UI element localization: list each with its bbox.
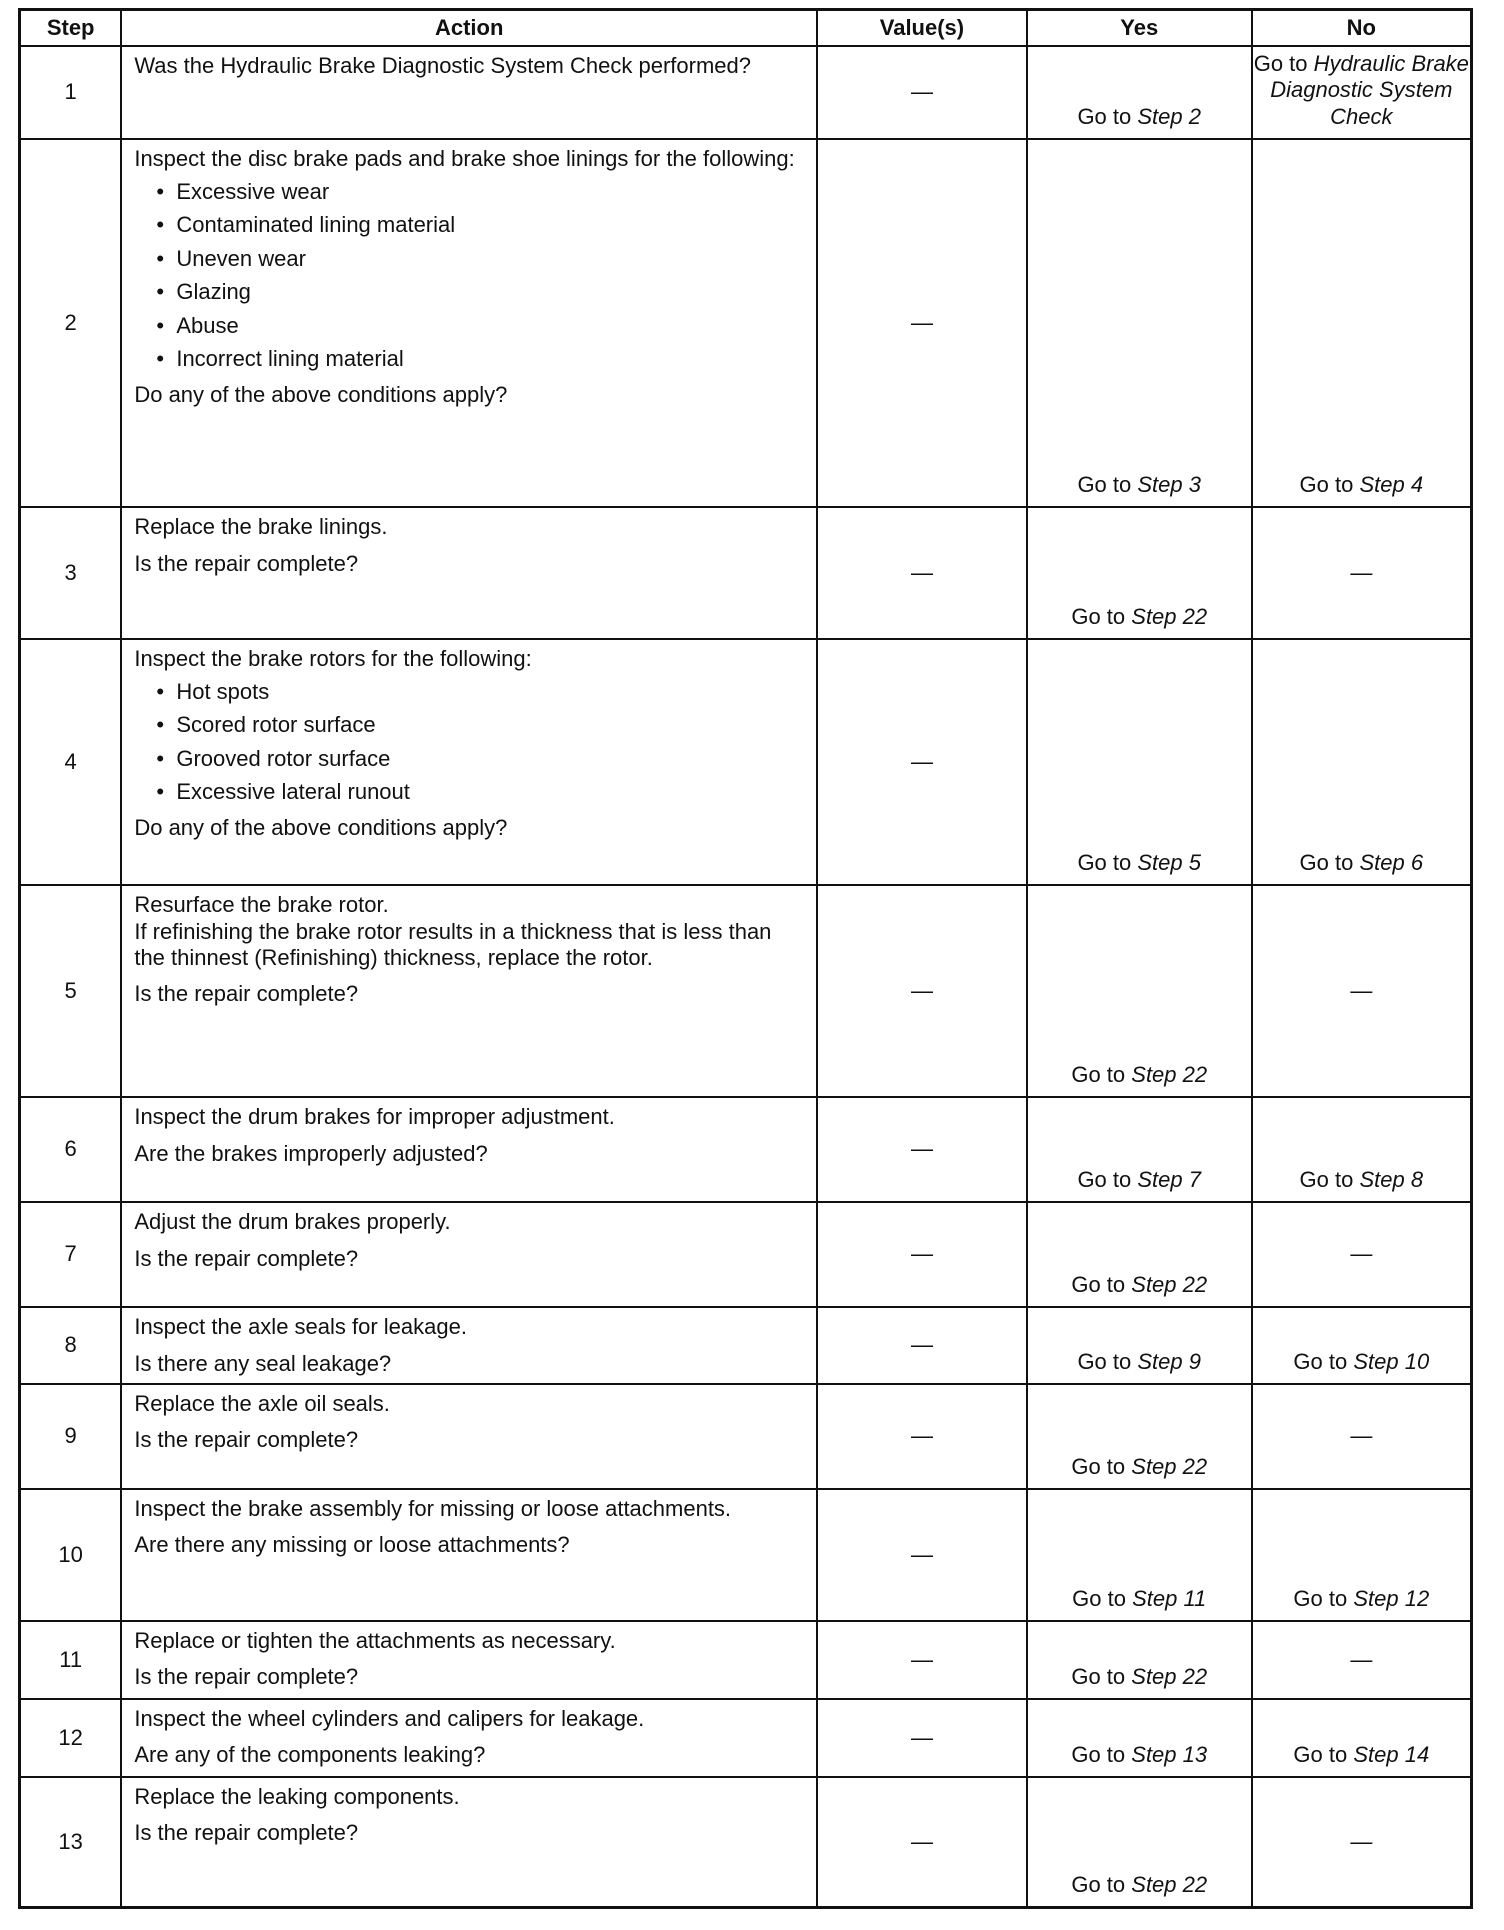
action-cell	[121, 1777, 817, 1908]
condition-item: • Glazing	[156, 275, 804, 309]
condition-item: • Incorrect lining material	[156, 342, 804, 376]
action-text: Inspect the brake rotors for the following:	[134, 646, 532, 672]
goto-prefix: Go to	[1077, 103, 1132, 129]
no-cell: —	[1252, 1384, 1472, 1489]
yes-cell[interactable]	[1027, 1621, 1252, 1699]
action-text: Inspect the wheel cylinders and calipers for leakage.	[134, 1705, 645, 1731]
table-row	[20, 1777, 1472, 1908]
action-text: If refinishing the brake rotor results in a thickness that is less than the thinnest (Refinishing) thickness, replace the rotor.	[134, 918, 772, 970]
goto-target[interactable]: Step 6	[1359, 849, 1424, 875]
goto-target[interactable]: Step 14	[1353, 1741, 1430, 1767]
action-text: Inspect the brake assembly for missing or loose attachments.	[134, 1495, 732, 1521]
yes-cell[interactable]	[1027, 1489, 1252, 1621]
goto-target[interactable]: Step 22	[1131, 1271, 1208, 1297]
table-row	[20, 1097, 1472, 1202]
action-question: Is the repair complete?	[134, 1245, 359, 1271]
step-number: 6	[20, 1097, 122, 1202]
no-cell: —	[1252, 507, 1472, 639]
header-values: Value(s)	[817, 10, 1027, 47]
step-number: 12	[20, 1699, 122, 1777]
goto-prefix: Go to	[1071, 1741, 1126, 1767]
no-cell: —	[1252, 1777, 1472, 1908]
goto-target[interactable]: Step 11	[1132, 1585, 1207, 1611]
step-number: 2	[20, 139, 122, 507]
action-text: Replace the leaking components.	[134, 1783, 460, 1809]
value-cell: —	[817, 1621, 1027, 1699]
table-row	[20, 639, 1472, 885]
table-row	[20, 1307, 1472, 1384]
action-text: Replace the axle oil seals.	[134, 1390, 390, 1416]
goto-target[interactable]: Step 9	[1137, 1348, 1201, 1374]
step-number: 1	[20, 46, 122, 139]
table-body	[20, 46, 1472, 1908]
action-cell	[121, 46, 817, 139]
goto-target[interactable]: Step 22	[1131, 1061, 1208, 1087]
action-question: Is the repair complete?	[134, 1427, 359, 1453]
goto-target[interactable]: Step 22	[1131, 1453, 1208, 1479]
action-text: Inspect the disc brake pads and brake shoe linings for the following:	[134, 146, 795, 172]
table-row	[20, 1489, 1472, 1621]
action-text: Inspect the axle seals for leakage.	[134, 1314, 467, 1340]
yes-cell[interactable]	[1027, 639, 1252, 885]
action-cell	[121, 885, 817, 1097]
goto-prefix: Go to	[1071, 1453, 1126, 1479]
no-cell[interactable]	[1252, 1489, 1472, 1621]
table-row	[20, 1699, 1472, 1777]
goto-prefix: Go to	[1299, 1166, 1354, 1192]
goto-prefix: Go to	[1299, 849, 1354, 875]
step-number: 9	[20, 1384, 122, 1489]
action-text: Was the Hydraulic Brake Diagnostic System Check performed?	[134, 53, 751, 78]
action-text: Replace or tighten the attachments as necessary.	[134, 1627, 616, 1653]
table-row	[20, 885, 1472, 1097]
action-question: Are any of the components leaking?	[134, 1742, 486, 1768]
header-no: No	[1252, 10, 1472, 47]
table-row	[20, 1202, 1472, 1307]
step-number: 4	[20, 639, 122, 885]
no-cell: —	[1252, 1202, 1472, 1307]
value-cell: —	[817, 1097, 1027, 1202]
no-cell[interactable]	[1252, 639, 1472, 885]
step-number: 10	[20, 1489, 122, 1621]
step-number: 13	[20, 1777, 122, 1908]
value-cell: —	[817, 1307, 1027, 1384]
goto-target[interactable]: Step 2	[1137, 103, 1201, 129]
action-cell	[121, 139, 817, 507]
goto-prefix: Go to	[1077, 849, 1132, 875]
condition-item: • Scored rotor surface	[156, 708, 804, 742]
yes-cell[interactable]	[1027, 46, 1252, 139]
action-cell	[121, 1097, 817, 1202]
yes-cell[interactable]	[1027, 1202, 1252, 1307]
condition-item: • Excessive wear	[156, 175, 804, 209]
goto-target[interactable]: Step 4	[1359, 471, 1424, 497]
header-step: Step	[20, 10, 122, 47]
action-question: Is there any seal leakage?	[134, 1350, 392, 1376]
condition-item: • Uneven wear	[156, 242, 804, 276]
action-text: Resurface the brake rotor.	[134, 892, 389, 918]
yes-cell[interactable]	[1027, 507, 1252, 639]
goto-target[interactable]: Step 3	[1137, 471, 1201, 497]
action-question: Are there any missing or loose attachments?	[134, 1532, 570, 1558]
no-cell[interactable]	[1252, 46, 1472, 139]
table-row	[20, 1384, 1472, 1489]
table-row	[20, 139, 1472, 507]
goto-target[interactable]: Step 5	[1137, 849, 1201, 875]
yes-cell[interactable]	[1027, 1307, 1252, 1384]
header-action: Action	[121, 10, 817, 47]
action-cell	[121, 1489, 817, 1621]
yes-cell[interactable]	[1027, 1777, 1252, 1908]
no-cell[interactable]	[1252, 1307, 1472, 1384]
value-cell: —	[817, 1699, 1027, 1777]
action-text: Inspect the drum brakes for improper adjustment.	[134, 1104, 615, 1130]
goto-prefix: Go to	[1077, 471, 1132, 497]
value-cell: —	[817, 885, 1027, 1097]
goto-target[interactable]: Step 7	[1137, 1166, 1201, 1192]
goto-target[interactable]: Step 22	[1131, 1872, 1208, 1898]
yes-cell[interactable]	[1027, 139, 1252, 507]
action-question: Is the repair complete?	[134, 981, 359, 1007]
action-cell	[121, 1384, 817, 1489]
goto-prefix: Go to	[1299, 471, 1354, 497]
value-cell: —	[817, 639, 1027, 885]
no-cell: —	[1252, 885, 1472, 1097]
no-cell[interactable]	[1252, 139, 1472, 507]
condition-item: • Contaminated lining material	[156, 208, 804, 242]
goto-prefix: Go to	[1071, 603, 1126, 629]
goto-prefix: Go to	[1293, 1348, 1348, 1374]
no-cell[interactable]	[1252, 1699, 1472, 1777]
action-cell	[121, 1307, 817, 1384]
condition-item: • Grooved rotor surface	[156, 742, 804, 776]
action-cell	[121, 1202, 817, 1307]
value-cell: —	[817, 1384, 1027, 1489]
diagnostic-table	[18, 8, 1473, 1909]
goto-prefix: Go to	[1293, 1585, 1348, 1611]
action-cell	[121, 1621, 817, 1699]
yes-cell[interactable]	[1027, 885, 1252, 1097]
action-text: Adjust the drum brakes properly.	[134, 1209, 451, 1235]
goto-target[interactable]: Step 22	[1131, 1663, 1208, 1689]
goto-prefix: Go to	[1071, 1061, 1126, 1087]
condition-list	[134, 675, 804, 809]
no-cell[interactable]	[1252, 1097, 1472, 1202]
goto-target[interactable]: Hydraulic Brake Diagnostic System Check	[1270, 51, 1469, 129]
header-row	[20, 10, 1472, 47]
value-cell: —	[817, 1489, 1027, 1621]
value-cell: —	[817, 507, 1027, 639]
goto-target[interactable]: Step 8	[1359, 1166, 1424, 1192]
no-cell: —	[1252, 1621, 1472, 1699]
step-number: 11	[20, 1621, 122, 1699]
action-question: Are the brakes improperly adjusted?	[134, 1140, 488, 1166]
value-cell: —	[817, 139, 1027, 507]
step-number: 8	[20, 1307, 122, 1384]
condition-list	[134, 175, 804, 376]
yes-cell[interactable]	[1027, 1384, 1252, 1489]
action-cell	[121, 1699, 817, 1777]
goto-prefix: Go to	[1072, 1585, 1126, 1611]
action-text: Replace the brake linings.	[134, 514, 388, 540]
goto-target[interactable]: Step 13	[1131, 1741, 1208, 1767]
step-number: 5	[20, 885, 122, 1097]
value-cell: —	[817, 1202, 1027, 1307]
goto-prefix: Go to	[1253, 51, 1308, 76]
action-cell	[121, 639, 817, 885]
value-cell: —	[817, 46, 1027, 139]
condition-item: • Abuse	[156, 309, 804, 343]
action-cell	[121, 507, 817, 639]
condition-item: • Hot spots	[156, 675, 804, 709]
action-question: Is the repair complete?	[134, 550, 359, 576]
condition-item: • Excessive lateral runout	[156, 775, 804, 809]
header-yes: Yes	[1027, 10, 1252, 47]
goto-prefix: Go to	[1077, 1348, 1132, 1374]
goto-target[interactable]: Step 10	[1353, 1348, 1430, 1374]
yes-cell[interactable]	[1027, 1097, 1252, 1202]
goto-prefix: Go to	[1071, 1663, 1126, 1689]
goto-prefix: Go to	[1071, 1872, 1126, 1898]
table-row	[20, 46, 1472, 139]
goto-target[interactable]: Step 12	[1353, 1585, 1430, 1611]
action-question: Do any of the above conditions apply?	[134, 814, 508, 840]
goto-prefix: Go to	[1293, 1741, 1348, 1767]
table-row	[20, 507, 1472, 639]
step-number: 3	[20, 507, 122, 639]
action-question: Do any of the above conditions apply?	[134, 381, 508, 407]
action-question: Is the repair complete?	[134, 1664, 359, 1690]
table-row	[20, 1621, 1472, 1699]
value-cell: —	[817, 1777, 1027, 1908]
action-question: Is the repair complete?	[134, 1820, 359, 1846]
yes-cell[interactable]	[1027, 1699, 1252, 1777]
step-number: 7	[20, 1202, 122, 1307]
goto-prefix: Go to	[1071, 1271, 1126, 1297]
goto-target[interactable]: Step 22	[1131, 603, 1208, 629]
goto-prefix: Go to	[1077, 1166, 1132, 1192]
